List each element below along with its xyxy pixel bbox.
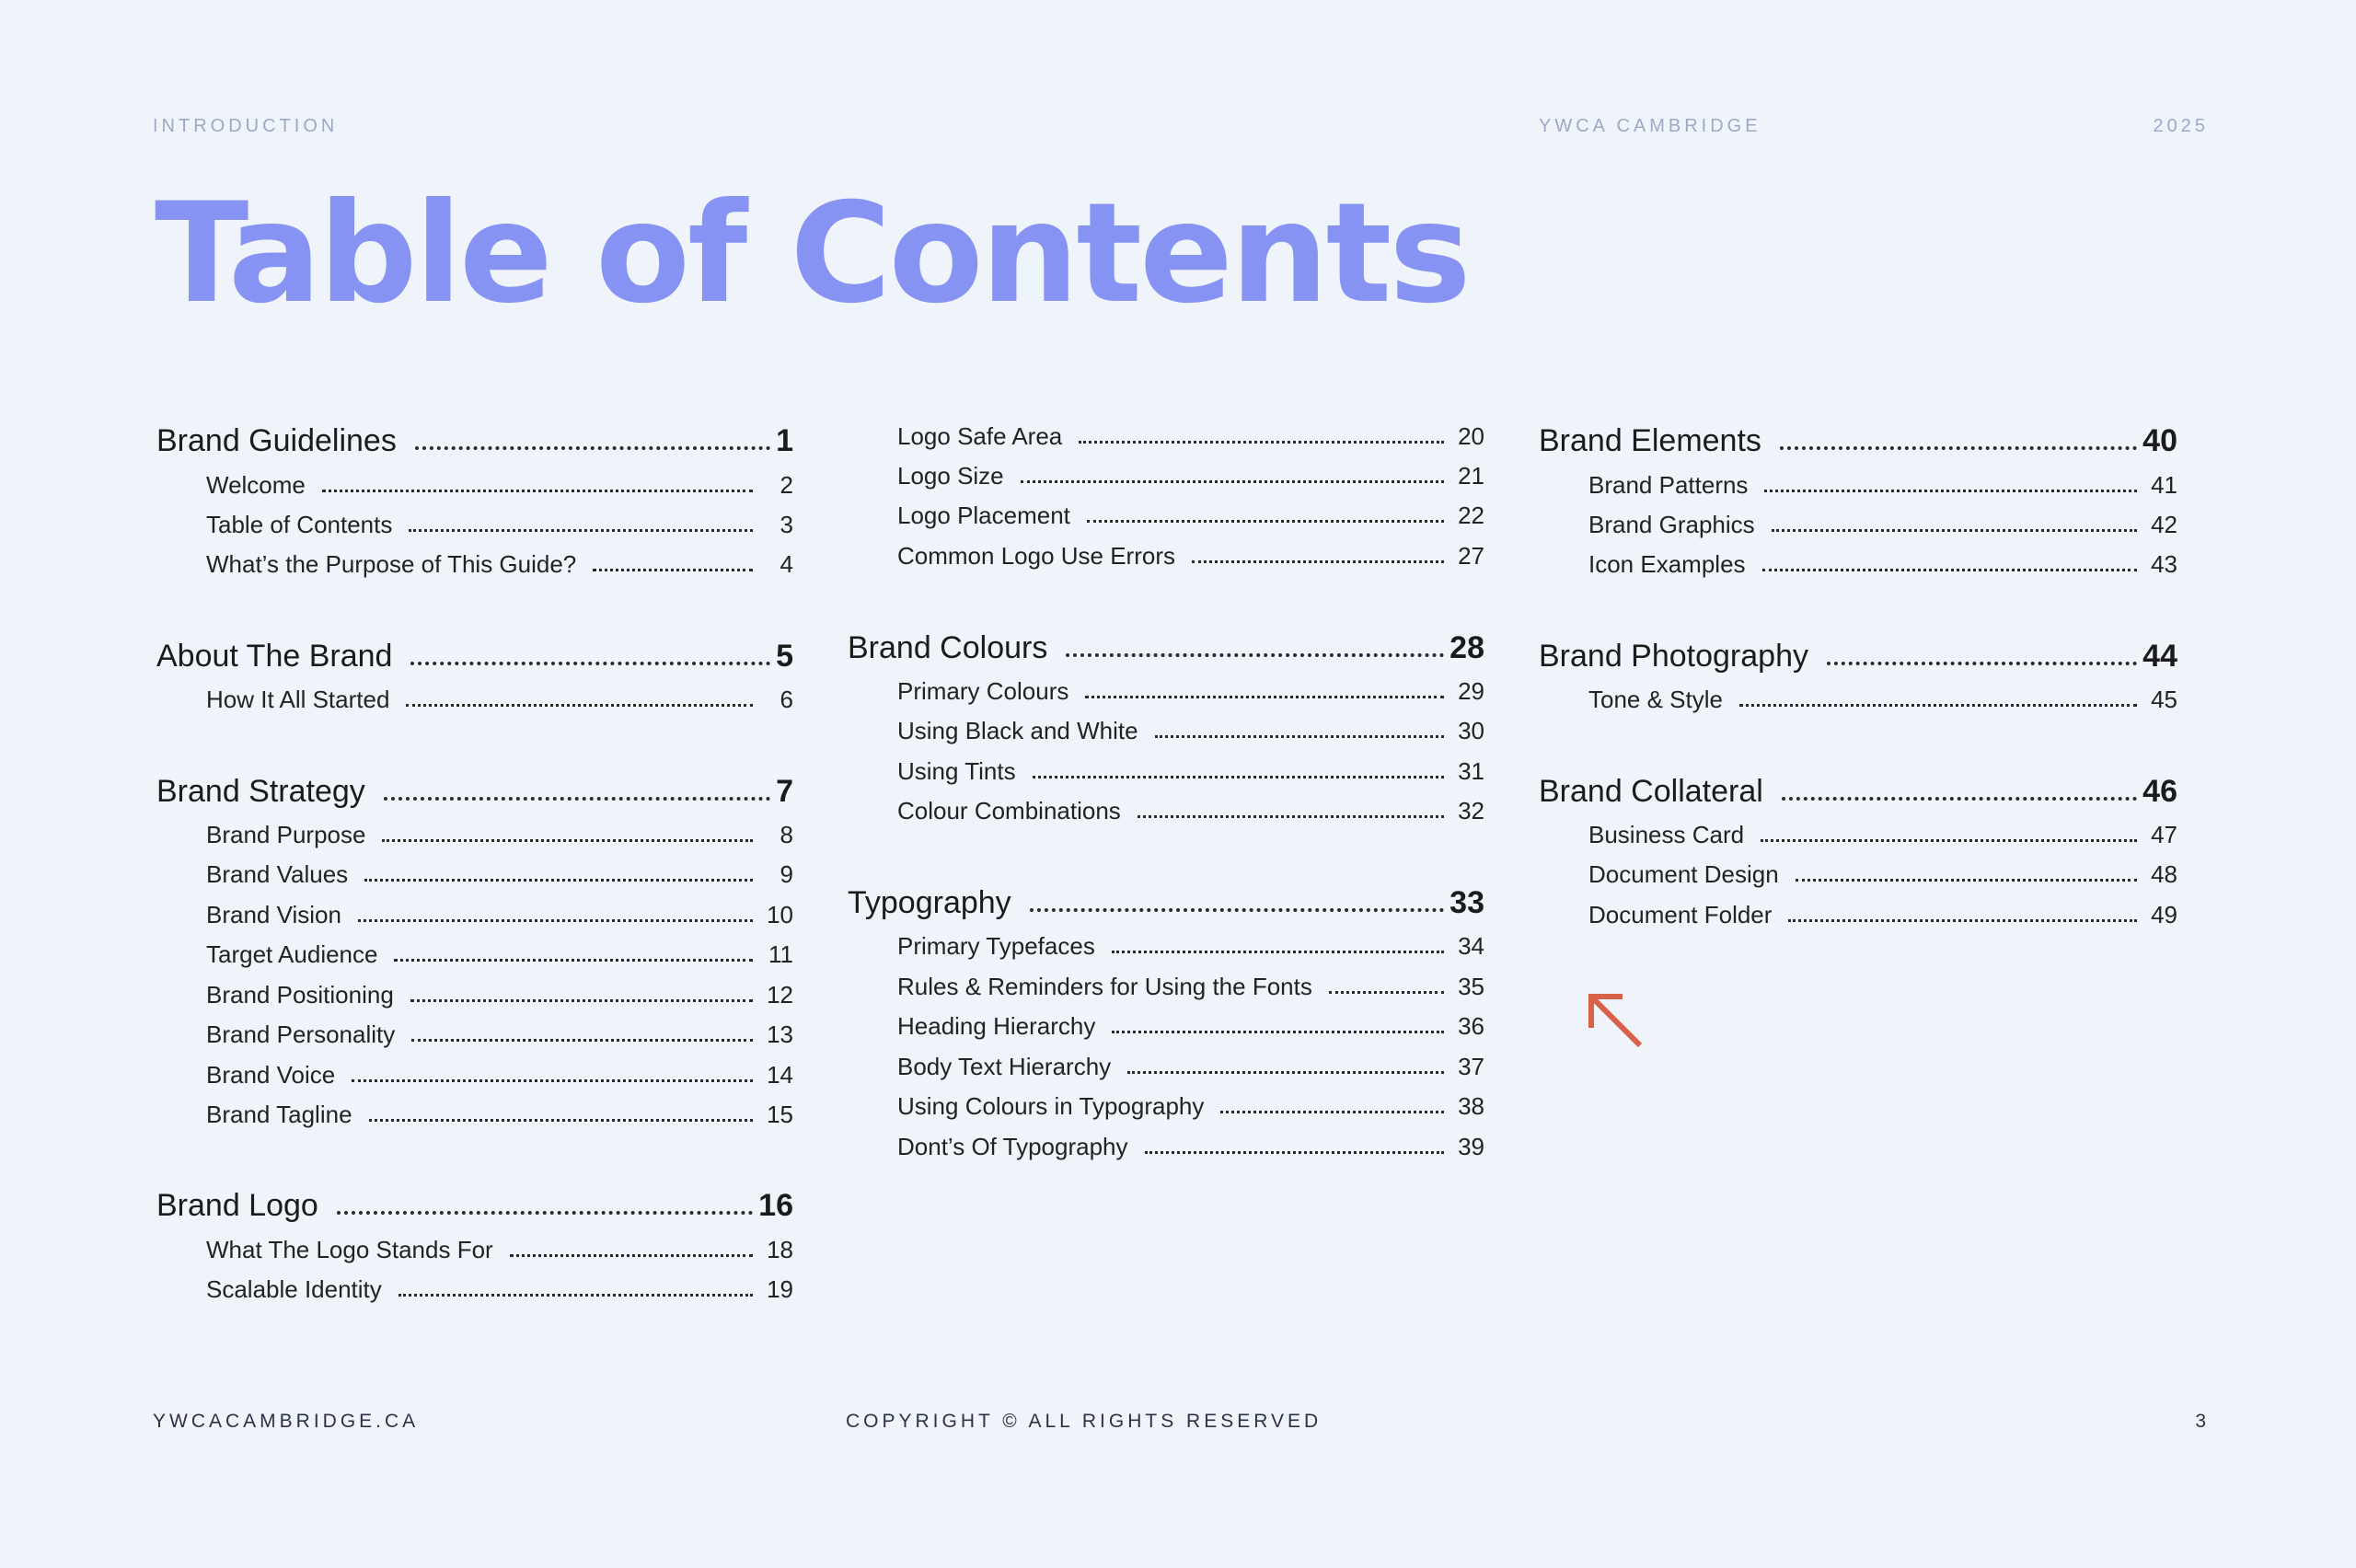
toc-item[interactable] bbox=[1588, 546, 2177, 579]
dot-leader bbox=[337, 1211, 753, 1215]
dot-leader bbox=[1087, 520, 1444, 523]
toc-item-label: Rules & Reminders for Using the Fonts bbox=[897, 973, 1312, 1000]
toc-item-page: 41 bbox=[2151, 471, 2177, 499]
toc-item-label: Body Text Hierarchy bbox=[897, 1053, 1112, 1080]
dot-leader bbox=[593, 569, 753, 571]
toc-item-page: 34 bbox=[1458, 932, 1484, 960]
toc-section-brand-guidelines[interactable] bbox=[156, 419, 793, 459]
footer-website[interactable]: YWCACAMBRIDGE.CA bbox=[153, 1411, 420, 1432]
toc-section-page: 5 bbox=[776, 639, 793, 674]
toc-section-about-the-brand[interactable] bbox=[156, 634, 793, 674]
toc-item-page: 27 bbox=[1458, 542, 1484, 570]
toc-column-1 bbox=[156, 0, 793, 1380]
toc-item-label: Target Audience bbox=[206, 940, 378, 968]
toc-item-page: 19 bbox=[767, 1275, 793, 1303]
toc-item[interactable] bbox=[206, 816, 793, 849]
toc-item-label: Brand Personality bbox=[206, 1020, 396, 1048]
toc-item-label: Scalable Identity bbox=[206, 1275, 382, 1303]
toc-item-page: 31 bbox=[1458, 757, 1484, 785]
toc-item-page: 3 bbox=[780, 511, 793, 538]
dot-leader bbox=[1329, 991, 1444, 994]
header-org-label: YWCA CAMBRIDGE bbox=[1539, 116, 1761, 136]
toc-item[interactable] bbox=[1588, 856, 2177, 889]
toc-item-page: 49 bbox=[2151, 901, 2177, 928]
dot-leader bbox=[1021, 480, 1444, 483]
toc-item-label: Colour Combinations bbox=[897, 797, 1121, 824]
dot-leader bbox=[369, 1119, 753, 1122]
dot-leader bbox=[415, 446, 770, 450]
toc-item[interactable] bbox=[206, 1056, 793, 1090]
toc-section-brand-photography[interactable] bbox=[1539, 634, 2177, 674]
toc-item[interactable] bbox=[897, 928, 1484, 961]
toc-item-label: Brand Values bbox=[206, 860, 349, 888]
toc-item[interactable] bbox=[897, 1088, 1484, 1121]
toc-section-label: Brand Guidelines bbox=[156, 423, 397, 458]
dot-leader bbox=[1127, 1071, 1444, 1074]
dot-leader bbox=[1782, 797, 2137, 801]
dot-leader bbox=[1145, 1151, 1444, 1154]
toc-section-brand-collateral[interactable] bbox=[1539, 769, 2177, 810]
toc-section-label: Brand Collateral bbox=[1539, 774, 1763, 809]
dot-leader bbox=[1155, 735, 1444, 738]
toc-item-label: Brand Graphics bbox=[1588, 511, 1755, 538]
toc-item-page: 18 bbox=[767, 1236, 793, 1263]
toc-item-label: Brand Purpose bbox=[206, 821, 366, 848]
dot-leader bbox=[1079, 441, 1444, 444]
toc-item-label: Heading Hierarchy bbox=[897, 1012, 1096, 1040]
toc-section-page: 1 bbox=[776, 423, 793, 458]
toc-column-2 bbox=[848, 0, 1484, 1380]
toc-section-page: 7 bbox=[776, 774, 793, 809]
footer-copyright: COPYRIGHT © ALL RIGHTS RESERVED bbox=[846, 1411, 1322, 1432]
dot-leader bbox=[1030, 908, 1445, 912]
dot-leader bbox=[1788, 919, 2137, 922]
dot-leader bbox=[1033, 776, 1444, 778]
toc-item-page: 36 bbox=[1458, 1012, 1484, 1040]
dot-leader bbox=[406, 704, 753, 707]
toc-item-page: 22 bbox=[1458, 502, 1484, 529]
toc-item-page: 43 bbox=[2151, 550, 2177, 578]
toc-section-brand-strategy[interactable] bbox=[156, 769, 793, 810]
toc-item-label: What’s the Purpose of This Guide? bbox=[206, 550, 577, 578]
toc-section-page: 28 bbox=[1449, 630, 1484, 665]
toc-item-label: Brand Voice bbox=[206, 1061, 336, 1089]
toc-item[interactable] bbox=[1588, 506, 2177, 539]
dot-leader bbox=[1762, 569, 2137, 571]
toc-item-label: Dont’s Of Typography bbox=[897, 1133, 1128, 1160]
toc-item[interactable] bbox=[206, 1271, 793, 1304]
toc-item-page: 29 bbox=[1458, 677, 1484, 705]
toc-section-label: About The Brand bbox=[156, 639, 393, 674]
toc-item[interactable] bbox=[1588, 467, 2177, 500]
dot-leader bbox=[1220, 1111, 1444, 1113]
toc-section-label: Brand Colours bbox=[848, 630, 1048, 665]
dot-leader bbox=[382, 839, 753, 842]
toc-item-page: 38 bbox=[1458, 1092, 1484, 1120]
dot-leader bbox=[410, 999, 753, 1002]
toc-item-label: Brand Vision bbox=[206, 901, 341, 928]
toc-item[interactable] bbox=[206, 1096, 793, 1129]
dot-leader bbox=[352, 1079, 753, 1082]
toc-item[interactable] bbox=[897, 1008, 1484, 1041]
toc-section-label: Typography bbox=[848, 885, 1011, 920]
dot-leader bbox=[364, 879, 753, 882]
dot-leader bbox=[1085, 696, 1444, 698]
dot-leader bbox=[409, 529, 753, 532]
toc-section-page: 40 bbox=[2142, 423, 2177, 458]
toc-item-page: 45 bbox=[2151, 686, 2177, 713]
toc-item-page: 10 bbox=[767, 901, 793, 928]
toc-item-page: 4 bbox=[780, 550, 793, 578]
header-year-label: 2025 bbox=[2153, 116, 2209, 136]
toc-item[interactable] bbox=[206, 467, 793, 500]
toc-section-label: Brand Elements bbox=[1539, 423, 1761, 458]
dot-leader bbox=[1772, 529, 2137, 532]
toc-item[interactable] bbox=[206, 976, 793, 1009]
toc-item-page: 14 bbox=[767, 1061, 793, 1089]
toc-section-typography[interactable] bbox=[848, 881, 1484, 921]
toc-item-page: 37 bbox=[1458, 1053, 1484, 1080]
dot-leader bbox=[384, 797, 770, 801]
toc-item[interactable] bbox=[897, 418, 1484, 451]
toc-section-page: 16 bbox=[758, 1188, 793, 1223]
toc-item[interactable] bbox=[897, 1128, 1484, 1161]
toc-item[interactable] bbox=[897, 673, 1484, 706]
dot-leader bbox=[1112, 1031, 1444, 1033]
toc-item-label: Brand Positioning bbox=[206, 981, 394, 1009]
dot-leader bbox=[358, 919, 753, 922]
toc-item[interactable] bbox=[897, 537, 1484, 571]
toc-section-label: Brand Strategy bbox=[156, 774, 365, 809]
toc-item-label: Business Card bbox=[1588, 821, 1745, 848]
toc-item-page: 32 bbox=[1458, 797, 1484, 824]
dot-leader bbox=[1112, 951, 1444, 953]
toc-item[interactable] bbox=[206, 1231, 793, 1264]
toc-item-label: Primary Colours bbox=[897, 677, 1069, 705]
toc-item-label: What The Logo Stands For bbox=[206, 1236, 493, 1263]
toc-item[interactable] bbox=[897, 457, 1484, 490]
dot-leader bbox=[1780, 446, 2137, 450]
toc-section-page: 44 bbox=[2142, 639, 2177, 674]
dot-leader bbox=[1796, 879, 2137, 882]
toc-item-label: Table of Contents bbox=[206, 511, 393, 538]
toc-item[interactable] bbox=[206, 546, 793, 579]
toc-item[interactable] bbox=[897, 712, 1484, 745]
toc-item-label: Tone & Style bbox=[1588, 686, 1723, 713]
toc-item[interactable] bbox=[1588, 896, 2177, 929]
toc-section-brand-logo[interactable] bbox=[156, 1183, 793, 1224]
toc-item[interactable] bbox=[1588, 681, 2177, 714]
toc-item[interactable] bbox=[206, 506, 793, 539]
dot-leader bbox=[1192, 560, 1444, 563]
dot-leader bbox=[1764, 490, 2137, 492]
toc-item-label: Using Colours in Typography bbox=[897, 1092, 1205, 1120]
dot-leader bbox=[1138, 815, 1444, 818]
toc-item[interactable] bbox=[897, 792, 1484, 825]
toc-item-label: Common Logo Use Errors bbox=[897, 542, 1175, 570]
toc-item-page: 30 bbox=[1458, 717, 1484, 744]
toc-item-label: Brand Tagline bbox=[206, 1101, 352, 1128]
toc-item-label: Using Tints bbox=[897, 757, 1016, 785]
toc-section-page: 33 bbox=[1449, 885, 1484, 920]
toc-column-3 bbox=[1539, 0, 2177, 1380]
page-title: Table of Contents bbox=[155, 174, 1469, 334]
header-section-label: INTRODUCTION bbox=[153, 116, 339, 136]
toc-item-page: 20 bbox=[1458, 422, 1484, 450]
toc-section-brand-colours[interactable] bbox=[848, 626, 1484, 666]
toc-item-label: Logo Placement bbox=[897, 502, 1070, 529]
dot-leader bbox=[1066, 653, 1444, 657]
toc-item-page: 12 bbox=[767, 981, 793, 1009]
toc-section-page: 46 bbox=[2142, 774, 2177, 809]
toc-item-page: 47 bbox=[2151, 821, 2177, 848]
toc-item-page: 13 bbox=[767, 1020, 793, 1048]
toc-item-page: 8 bbox=[780, 821, 793, 848]
toc-item-page: 39 bbox=[1458, 1133, 1484, 1160]
toc-item[interactable] bbox=[206, 681, 793, 714]
toc-item[interactable] bbox=[206, 1016, 793, 1049]
toc-item-page: 21 bbox=[1458, 462, 1484, 490]
toc-item-page: 6 bbox=[780, 686, 793, 713]
toc-item-label: Logo Size bbox=[897, 462, 1004, 490]
toc-item-label: Using Black and White bbox=[897, 717, 1138, 744]
toc-item[interactable] bbox=[897, 968, 1484, 1001]
toc-item-label: Logo Safe Area bbox=[897, 422, 1063, 450]
toc-item[interactable] bbox=[206, 856, 793, 889]
toc-item-label: How It All Started bbox=[206, 686, 390, 713]
toc-section-brand-elements[interactable] bbox=[1539, 419, 2177, 459]
toc-item[interactable] bbox=[897, 753, 1484, 786]
dot-leader bbox=[1739, 704, 2137, 707]
dot-leader bbox=[398, 1294, 753, 1297]
dot-leader bbox=[1761, 839, 2137, 842]
dot-leader bbox=[1827, 662, 2137, 665]
toc-item-page: 35 bbox=[1458, 973, 1484, 1000]
dot-leader bbox=[411, 1039, 753, 1042]
toc-item-label: Icon Examples bbox=[1588, 550, 1746, 578]
footer-page-number: 3 bbox=[2195, 1411, 2206, 1432]
dot-leader bbox=[394, 959, 753, 962]
toc-item-page: 48 bbox=[2151, 860, 2177, 888]
dot-leader bbox=[410, 662, 770, 665]
dot-leader bbox=[322, 490, 753, 492]
toc-item[interactable] bbox=[897, 1048, 1484, 1081]
toc-item[interactable] bbox=[897, 497, 1484, 530]
toc-section-label: Brand Logo bbox=[156, 1188, 318, 1223]
toc-item[interactable] bbox=[206, 936, 793, 969]
arrow-up-left-icon bbox=[1588, 994, 1644, 1049]
toc-item[interactable] bbox=[1588, 816, 2177, 849]
toc-item-label: Welcome bbox=[206, 471, 306, 499]
toc-item-label: Primary Typefaces bbox=[897, 932, 1095, 960]
toc-item-page: 9 bbox=[780, 860, 793, 888]
toc-item-label: Brand Patterns bbox=[1588, 471, 1749, 499]
dot-leader bbox=[510, 1254, 753, 1257]
toc-item-page: 15 bbox=[767, 1101, 793, 1128]
toc-item-label: Document Design bbox=[1588, 860, 1779, 888]
toc-item-page: 2 bbox=[780, 471, 793, 499]
toc-item-page: 42 bbox=[2151, 511, 2177, 538]
toc-item-label: Document Folder bbox=[1588, 901, 1773, 928]
toc-section-label: Brand Photography bbox=[1539, 639, 1808, 674]
toc-item-page: 11 bbox=[768, 940, 793, 968]
toc-item[interactable] bbox=[206, 896, 793, 929]
